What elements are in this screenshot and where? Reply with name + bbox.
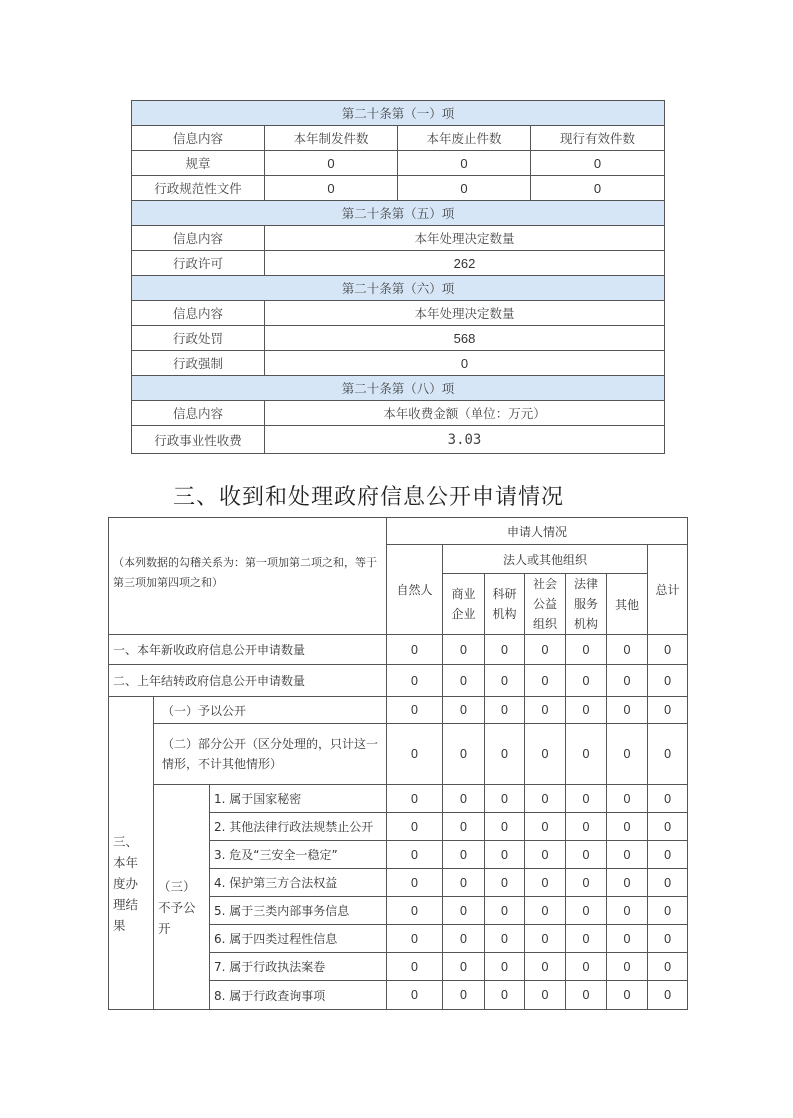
cell-value: 0 xyxy=(387,724,443,785)
cell-value: 0 xyxy=(387,697,443,724)
cell-value: 0 xyxy=(648,724,688,785)
cell-value: 0 xyxy=(443,841,485,869)
row-label: 2. 其他法律行政法规禁止公开 xyxy=(210,813,387,841)
row-label: 6. 属于四类过程性信息 xyxy=(210,925,387,953)
cell-value: 0 xyxy=(607,635,648,665)
cell-value: 0 xyxy=(607,841,648,869)
cell-value: 0 xyxy=(387,925,443,953)
column-header: 科研机构 xyxy=(485,574,525,635)
regulations-table xyxy=(131,100,665,454)
cell-value: 0 xyxy=(531,176,665,201)
cell-value: 0 xyxy=(566,665,607,697)
cell-value: 0 xyxy=(485,724,525,785)
table-row xyxy=(109,724,688,785)
cell-value: 0 xyxy=(443,953,485,981)
cell-value: 0 xyxy=(566,897,607,925)
cell-value: 0 xyxy=(485,925,525,953)
cell-value: 0 xyxy=(443,897,485,925)
cell-value: 0 xyxy=(648,897,688,925)
legal-org-header: 法人或其他组织 xyxy=(443,545,648,574)
cell-value: 0 xyxy=(607,869,648,897)
row-label: 8. 属于行政查询事项 xyxy=(210,981,387,1010)
cell-value: 568 xyxy=(265,326,665,351)
cell-value: 0 xyxy=(566,697,607,724)
note-text: （本列数据的勾稽关系为：第一项加第二项之和，等于第三项加第四项之和） xyxy=(109,518,387,635)
cell-value: 0 xyxy=(485,981,525,1010)
cell-value: 0 xyxy=(607,665,648,697)
cell-value: 0 xyxy=(443,925,485,953)
cell-value: 0 xyxy=(443,813,485,841)
cell-value: 0 xyxy=(566,635,607,665)
cell-value: 0 xyxy=(443,785,485,813)
cell-value: 0 xyxy=(531,151,665,176)
cell-value: 0 xyxy=(648,697,688,724)
cell-value: 0 xyxy=(443,869,485,897)
column-header: 本年废止件数 xyxy=(398,126,531,151)
row-label: 行政许可 xyxy=(132,251,265,276)
cell-value: 0 xyxy=(485,841,525,869)
cell-value: 0 xyxy=(485,813,525,841)
section-title: 三、收到和处理政府信息公开申请情况 xyxy=(173,485,565,510)
column-header: 信息内容 xyxy=(132,301,265,326)
section-header: 第二十条第（八）项 xyxy=(132,376,665,401)
row-label: （二）部分公开（区分处理的，只计这一情形，不计其他情形） xyxy=(154,724,387,785)
row-label: 行政强制 xyxy=(132,351,265,376)
row-label: 行政规范性文件 xyxy=(132,176,265,201)
group-label-refuse: （三）不予公开 xyxy=(154,785,210,1010)
column-header: 本年收费金额（单位：万元） xyxy=(265,401,665,426)
table-row xyxy=(109,635,688,665)
cell-value: 0 xyxy=(525,785,566,813)
cell-value: 0 xyxy=(607,813,648,841)
cell-value: 0 xyxy=(387,953,443,981)
cell-value: 3.03 xyxy=(265,426,665,454)
cell-value: 0 xyxy=(566,953,607,981)
cell-value: 0 xyxy=(525,925,566,953)
cell-value: 0 xyxy=(387,981,443,1010)
cell-value: 0 xyxy=(387,897,443,925)
cell-value: 0 xyxy=(525,635,566,665)
table-row xyxy=(132,251,665,276)
cell-value: 0 xyxy=(443,981,485,1010)
cell-value: 262 xyxy=(265,251,665,276)
cell-value: 0 xyxy=(387,785,443,813)
cell-value: 0 xyxy=(566,724,607,785)
cell-value: 0 xyxy=(485,785,525,813)
cell-value: 0 xyxy=(443,697,485,724)
table-row xyxy=(109,665,688,697)
row-label: 行政处罚 xyxy=(132,326,265,351)
column-header: 本年处理决定数量 xyxy=(265,226,665,251)
cell-value: 0 xyxy=(265,351,665,376)
cell-value: 0 xyxy=(566,813,607,841)
cell-value: 0 xyxy=(265,176,398,201)
cell-value: 0 xyxy=(648,841,688,869)
cell-value: 0 xyxy=(398,151,531,176)
cell-value: 0 xyxy=(525,841,566,869)
row-label: 行政事业性收费 xyxy=(132,426,265,454)
table-row xyxy=(109,697,688,724)
applicant-header: 申请人情况 xyxy=(387,518,688,545)
cell-value: 0 xyxy=(387,841,443,869)
table-row xyxy=(132,351,665,376)
cell-value: 0 xyxy=(607,724,648,785)
cell-value: 0 xyxy=(485,697,525,724)
cell-value: 0 xyxy=(648,785,688,813)
cell-value: 0 xyxy=(485,869,525,897)
cell-value: 0 xyxy=(607,925,648,953)
section-header: 第二十条第（五）项 xyxy=(132,201,665,226)
column-header: 信息内容 xyxy=(132,401,265,426)
row-label: 二、上年结转政府信息公开申请数量 xyxy=(109,665,387,697)
cell-value: 0 xyxy=(525,724,566,785)
section-header: 第二十条第（六）项 xyxy=(132,276,665,301)
table-row xyxy=(132,326,665,351)
row-label: 3. 危及“三安全一稳定” xyxy=(210,841,387,869)
column-header: 总计 xyxy=(648,545,688,635)
column-header: 法律服务机构 xyxy=(566,574,607,635)
row-label: 一、本年新收政府信息公开申请数量 xyxy=(109,635,387,665)
cell-value: 0 xyxy=(648,665,688,697)
table-row xyxy=(132,176,665,201)
applications-table xyxy=(108,517,688,1010)
cell-value: 0 xyxy=(525,665,566,697)
cell-value: 0 xyxy=(566,925,607,953)
cell-value: 0 xyxy=(648,869,688,897)
cell-value: 0 xyxy=(485,897,525,925)
cell-value: 0 xyxy=(648,953,688,981)
row-label: （一）予以公开 xyxy=(154,697,387,724)
cell-value: 0 xyxy=(398,176,531,201)
cell-value: 0 xyxy=(485,953,525,981)
column-header: 其他 xyxy=(607,574,648,635)
cell-value: 0 xyxy=(525,953,566,981)
cell-value: 0 xyxy=(566,841,607,869)
cell-value: 0 xyxy=(485,665,525,697)
column-header: 商业企业 xyxy=(443,574,485,635)
column-header: 本年处理决定数量 xyxy=(265,301,665,326)
cell-value: 0 xyxy=(485,635,525,665)
group-label-results: 三、本年度办理结果 xyxy=(109,697,154,1010)
column-header: 现行有效件数 xyxy=(531,126,665,151)
cell-value: 0 xyxy=(607,697,648,724)
column-header: 自然人 xyxy=(387,545,443,635)
cell-value: 0 xyxy=(648,813,688,841)
cell-value: 0 xyxy=(265,151,398,176)
cell-value: 0 xyxy=(525,697,566,724)
table-row xyxy=(132,151,665,176)
cell-value: 0 xyxy=(525,981,566,1010)
cell-value: 0 xyxy=(566,869,607,897)
cell-value: 0 xyxy=(566,981,607,1010)
cell-value: 0 xyxy=(607,981,648,1010)
column-header: 信息内容 xyxy=(132,126,265,151)
cell-value: 0 xyxy=(648,925,688,953)
cell-value: 0 xyxy=(387,869,443,897)
cell-value: 0 xyxy=(607,785,648,813)
cell-value: 0 xyxy=(648,635,688,665)
row-label: 7. 属于行政执法案卷 xyxy=(210,953,387,981)
row-label: 4. 保护第三方合法权益 xyxy=(210,869,387,897)
column-header: 社会公益组织 xyxy=(525,574,566,635)
cell-value: 0 xyxy=(387,635,443,665)
cell-value: 0 xyxy=(387,665,443,697)
cell-value: 0 xyxy=(648,981,688,1010)
cell-value: 0 xyxy=(525,869,566,897)
cell-value: 0 xyxy=(566,785,607,813)
cell-value: 0 xyxy=(525,897,566,925)
row-label: 1. 属于国家秘密 xyxy=(210,785,387,813)
cell-value: 0 xyxy=(387,813,443,841)
cell-value: 0 xyxy=(443,665,485,697)
cell-value: 0 xyxy=(607,897,648,925)
row-label: 5. 属于三类内部事务信息 xyxy=(210,897,387,925)
cell-value: 0 xyxy=(525,813,566,841)
cell-value: 0 xyxy=(443,635,485,665)
column-header: 本年制发件数 xyxy=(265,126,398,151)
cell-value: 0 xyxy=(607,953,648,981)
row-label: 规章 xyxy=(132,151,265,176)
section-header: 第二十条第（一）项 xyxy=(132,101,665,126)
table-row xyxy=(109,785,688,813)
column-header: 信息内容 xyxy=(132,226,265,251)
table-row xyxy=(132,426,665,454)
cell-value: 0 xyxy=(443,724,485,785)
